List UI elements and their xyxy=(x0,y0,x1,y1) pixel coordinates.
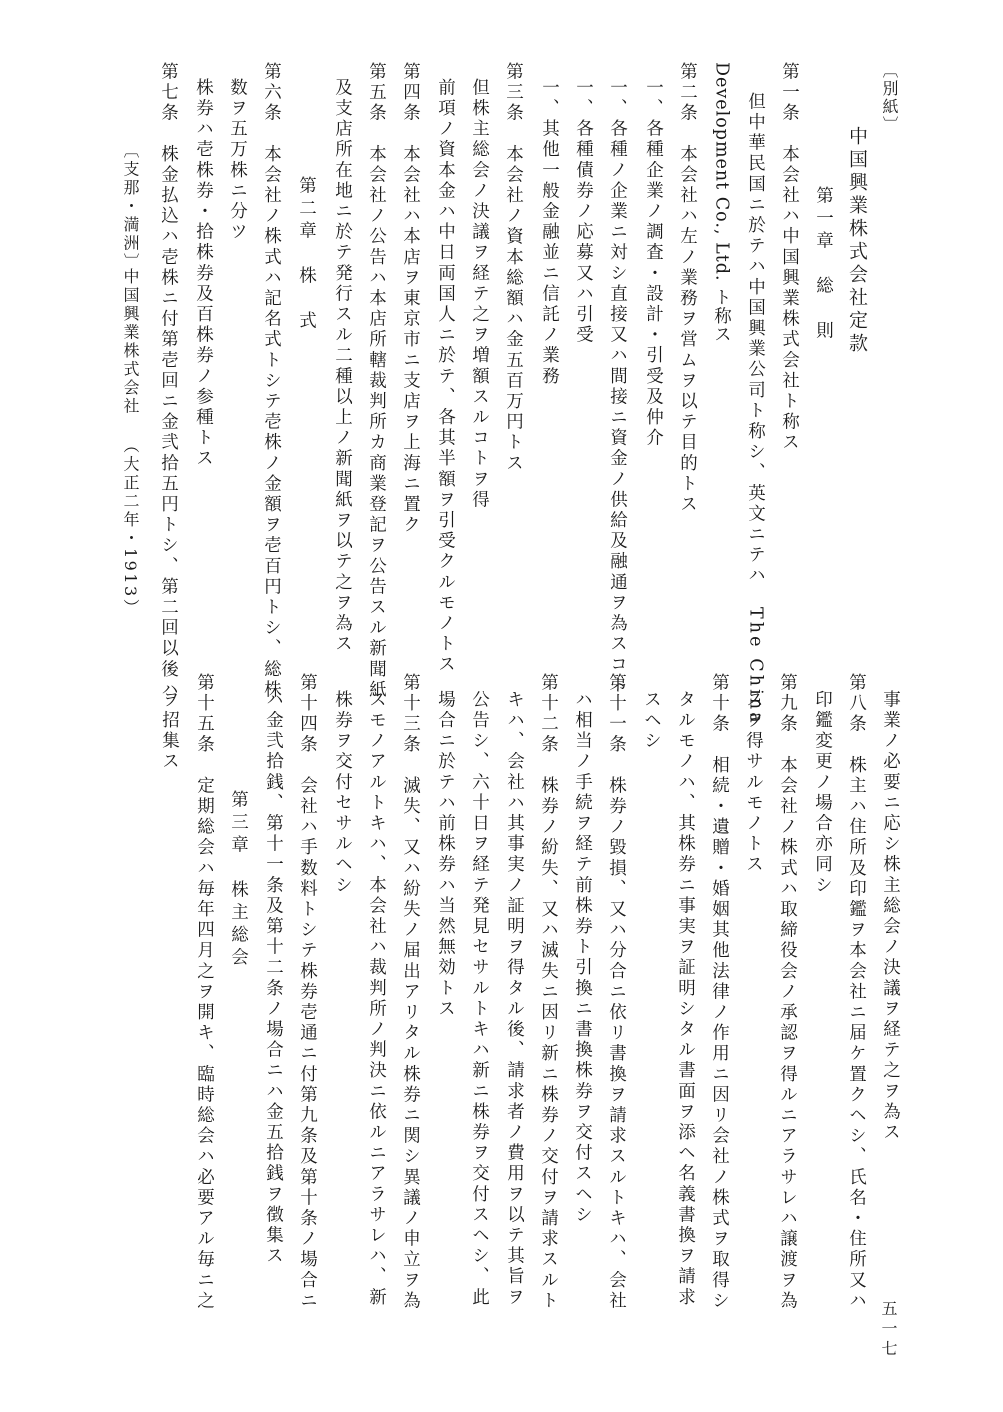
page-number: 五一七 xyxy=(879,1300,898,1360)
text-column: 第十二条 株券ノ紛失、又ハ滅失ニ因リ新ニ株券ノ交付ヲ請求スルト xyxy=(538,673,559,1312)
text-column: 公告シ、六十日ヲ経テ発見セサルトキハ新ニ株券ヲ交付スヘシ、此 xyxy=(469,690,490,1308)
text-column: 第十条 相続・遺贈・婚姻其他法律ノ作用ニ因リ会社ノ株式ヲ取得シ xyxy=(709,673,730,1312)
chapter-1-heading: 第一章 総 則 xyxy=(813,186,834,344)
chapter-2-heading: 第二章 株 式 xyxy=(296,176,317,334)
text-column: 一、各種債券ノ応募又ハ引受 xyxy=(573,78,594,346)
text-column: スヲ得サルモノトス xyxy=(743,690,764,876)
footer-company: 中国興業株式会社 xyxy=(121,268,140,416)
text-column: スヘシ xyxy=(641,690,662,752)
text-column: キハ、会社ハ其事実ノ証明ヲ得タル後、請求者ノ費用ヲ以テ其旨ヲ xyxy=(504,690,525,1308)
text-column: 印鑑変更ノ場合亦同シ xyxy=(812,690,833,896)
text-column: 株券ヲ交付セサルヘシ xyxy=(332,690,353,896)
text-column: 第十五条 定期総会ハ毎年四月之ヲ開キ、臨時総会ハ必要アル毎ニ之 xyxy=(194,673,215,1312)
text-column: ハ金弐拾銭、第十一条及第十二条ノ場合ニハ金五拾銭ヲ徴集ス xyxy=(263,690,284,1267)
text-column: 数ヲ五万株ニ分ツ xyxy=(227,78,248,243)
text-column: 第九条 本会社ノ株式ハ取締役会ノ承認ヲ得ルニアラサレハ譲渡ヲ為 xyxy=(777,673,798,1312)
text-column: 第七条 株金払込ハ壱株ニ付第壱回ニ金弐拾五円トシ、第二回以後ハ xyxy=(158,62,179,701)
text-column: 及支店所在地ニ於テ発行スル二種以上ノ新聞紙ヲ以テ之ヲ為ス xyxy=(332,78,353,655)
text-column: 第四条 本会社ハ本店ヲ東京市ニ支店ヲ上海ニ置ク xyxy=(400,62,421,536)
text-column: 第三条 本会社ノ資本総額ハ金五百万円トス xyxy=(503,62,524,474)
text-column: 第五条 本会社ノ公告ハ本店所轄裁判所カ商業登記ヲ公告スル新聞紙 xyxy=(366,62,387,701)
text-column: 但株主総会ノ決議ヲ経テ之ヲ増額スルコトヲ得 xyxy=(469,78,490,511)
text-column: 場合ニ於テハ前株券ハ当然無効トス xyxy=(435,690,456,1020)
text-column: 株券ハ壱株券・拾株券及百株券ノ参種トス xyxy=(193,78,214,470)
text-column: 一、各種ノ企業ニ対シ直接又ハ間接ニ資金ノ供給及融通ヲ為スコト xyxy=(607,78,628,696)
text-column: 第十一条 株券ノ毀損、又ハ分合ニ依リ書換ヲ請求スルトキハ、会社 xyxy=(606,673,627,1312)
text-column: 一、其他一般金融並ニ信託ノ業務 xyxy=(539,78,560,387)
text-column: 前項ノ資本金ハ中日両国人ニ於テ、各其半額ヲ引受クルモノトス xyxy=(435,78,456,676)
text-column: ヲ招集ス xyxy=(159,690,180,773)
text-column: タルモノハ、其株券ニ事実ヲ証明シタル書面ヲ添ヘ名義書換ヲ請求 xyxy=(675,690,696,1308)
text-column: 事業ノ必要ニ応シ株主総会ノ決議ヲ経テ之ヲ為ス xyxy=(880,690,901,1144)
footer-section: 〔支那・満洲〕 xyxy=(121,142,140,272)
text-column: 第十四条 会社ハ手数料トシテ株券壱通ニ付第九条及第十条ノ場合ニ xyxy=(297,673,318,1312)
chapter-3-heading: 第三章 株主総会 xyxy=(228,790,249,970)
text-column: 第一条 本会社ハ中国興業株式会社ト称ス xyxy=(779,62,800,454)
text-column: スモノアルトキハ、本会社ハ裁判所ノ判決ニ依ルニアラサレハ、新 xyxy=(366,690,387,1308)
text-column: 一、各種企業ノ調査・設計・引受及仲介 xyxy=(643,78,664,449)
text-column: ハ相当ノ手続ヲ経テ前株券ト引換ニ書換株券ヲ交付スヘシ xyxy=(572,690,593,1226)
text-column: 第六条 本会社ノ株式ハ記名式トシテ壱株ノ金額ヲ壱百円トシ、総株 xyxy=(261,62,282,701)
text-column: 第八条 株主ハ住所及印鑑ヲ本会社ニ届ケ置クヘシ、氏名・住所又ハ xyxy=(846,673,867,1312)
text-column: 第二条 本会社ハ左ノ業務ヲ営ムヲ以テ目的トス xyxy=(677,62,698,516)
document-title: 中国興業株式会社定款 xyxy=(846,126,868,356)
attachment-marker: 〔別紙〕 xyxy=(880,62,899,134)
footer-date: （大正二年・1913） xyxy=(121,437,140,618)
text-column: 第十三条 滅失、又ハ紛失ノ届出アリタル株券ニ関シ異議ノ申立ヲ為 xyxy=(400,673,421,1312)
text-column: Development Co., Ltd. ト称ス xyxy=(711,62,732,344)
text-column: 但中華民国ニ於テハ中国興業公司ト称シ、英文ニテハ The China xyxy=(745,92,766,726)
